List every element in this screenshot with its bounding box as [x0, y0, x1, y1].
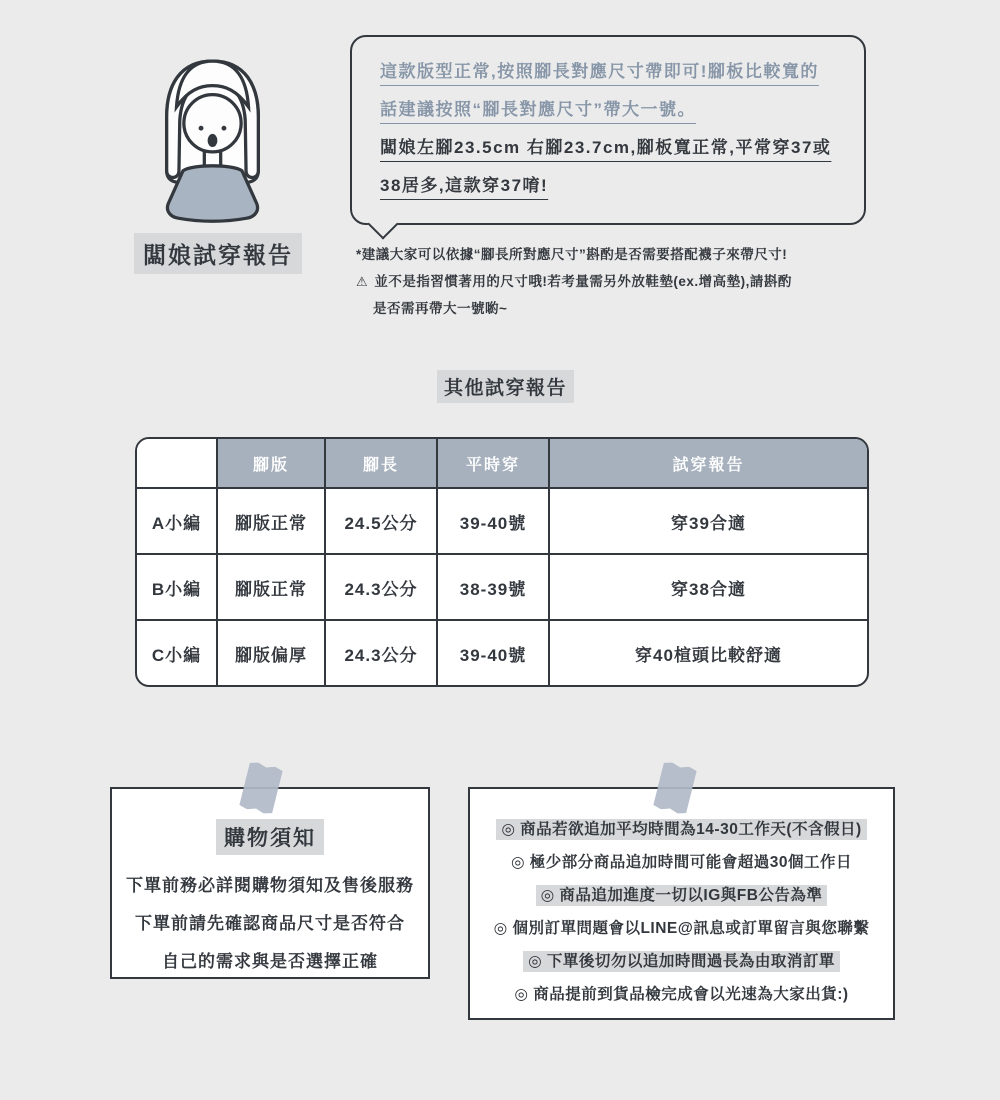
eye-left — [199, 126, 204, 131]
policy-item-text: ◎ 個別訂單問題會以LINE@訊息或訂單留言與您聯繫 — [493, 920, 870, 937]
tape-decoration-icon — [653, 761, 698, 816]
table-cell-editor: B小編 — [137, 554, 217, 620]
fitting-report-label: 闆娘試穿報告 — [134, 233, 302, 274]
table-cell-usual-size: 38-39號 — [437, 554, 549, 620]
table-cell-foot-length: 24.3公分 — [325, 620, 437, 685]
avatar-illustration — [130, 48, 295, 228]
table-row — [137, 554, 867, 620]
footnote — [356, 241, 876, 322]
table-cell-foot-type: 腳版正常 — [217, 554, 325, 620]
shopping-notice-title: 購物須知 — [216, 819, 324, 855]
notice-line: 下單前請先確認商品尺寸是否符合 — [135, 914, 405, 933]
header-cell-blank — [137, 439, 217, 488]
notice-line: 自己的需求與是否選擇正確 — [162, 952, 378, 971]
policy-item — [470, 879, 893, 912]
fitting-table — [135, 437, 869, 687]
policy-item — [470, 813, 893, 846]
policy-item — [470, 945, 893, 978]
table-cell-editor: A小編 — [137, 488, 217, 554]
table-cell-usual-size: 39-40號 — [437, 488, 549, 554]
policy-item-text: ◎ 商品若欲追加平均時間為14-30工作天(不含假日) — [496, 819, 866, 840]
shopping-notice-text — [112, 867, 428, 981]
order-policy-box — [468, 787, 895, 1020]
policy-item — [470, 846, 893, 879]
table-cell-usual-size: 39-40號 — [437, 620, 549, 685]
table-row — [137, 488, 867, 554]
footnote-line-3: 是否需再帶大一號喲~ — [373, 301, 508, 316]
header-cell-usual-size: 平時穿 — [437, 439, 549, 488]
shopping-notice-box — [110, 787, 430, 979]
section-title-other-reports: 其他試穿報告 — [437, 370, 574, 403]
footnote-line-2 — [356, 268, 876, 295]
body-shape — [167, 166, 257, 221]
header-cell-report: 試穿報告 — [549, 439, 867, 488]
table-cell-report: 穿39合適 — [549, 488, 867, 554]
bubble-advice-text: 這款版型正常,按照腳長對應尺寸帶即可!腳板比較寬的話建議按照“腳長對應尺寸”帶大一號。 — [380, 62, 819, 119]
warning-icon: ⚠ — [356, 274, 369, 289]
speech-bubble-tail — [367, 208, 398, 239]
policy-item-text: ◎ 極少部分商品追加時間可能會超過30個工作日 — [510, 854, 853, 871]
notice-line: 下單前務必詳閱購物須知及售後服務 — [126, 876, 414, 895]
table-cell-report: 穿40楦頭比較舒適 — [549, 620, 867, 685]
table-header-row — [137, 439, 867, 488]
header-cell-foot-length: 腳長 — [325, 439, 437, 488]
table-cell-foot-length: 24.5公分 — [325, 488, 437, 554]
footnote-line-1: *建議大家可以依據“腳長所對應尺寸”斟酌是否需要搭配襪子來帶尺寸! — [356, 247, 788, 262]
policy-item — [470, 912, 893, 945]
table-cell-foot-type: 腳版正常 — [217, 488, 325, 554]
eye-right — [222, 126, 227, 131]
footnote-line-2-text: 並不是指習慣著用的尺寸哦!若考量需另外放鞋墊(ex.增高墊),請斟酌 — [374, 274, 792, 289]
table-cell-editor: C小編 — [137, 620, 217, 685]
header-cell-foot-type: 腳版 — [217, 439, 325, 488]
table-cell-report: 穿38合適 — [549, 554, 867, 620]
policy-item-text: ◎ 商品提前到貨品檢完成會以光速為大家出貨:) — [514, 986, 849, 1003]
policy-item-text: ◎ 下單後切勿以追加時間過長為由取消訂單 — [523, 951, 840, 972]
table-cell-foot-type: 腳版偏厚 — [217, 620, 325, 685]
policy-item — [470, 978, 893, 1011]
table-cell-foot-length: 24.3公分 — [325, 554, 437, 620]
mouth-shape — [208, 134, 218, 147]
bubble-owner-feet-text: 闆娘左腳23.5cm 右腳23.7cm,腳板寬正常,平常穿37或38居多,這款穿37唷! — [380, 138, 832, 195]
tape-decoration-icon — [239, 761, 284, 816]
table-row — [137, 620, 867, 685]
fitting-report-speech-bubble — [350, 35, 866, 225]
policy-item-text: ◎ 商品追加進度一切以IG與FB公告為準 — [536, 885, 828, 906]
